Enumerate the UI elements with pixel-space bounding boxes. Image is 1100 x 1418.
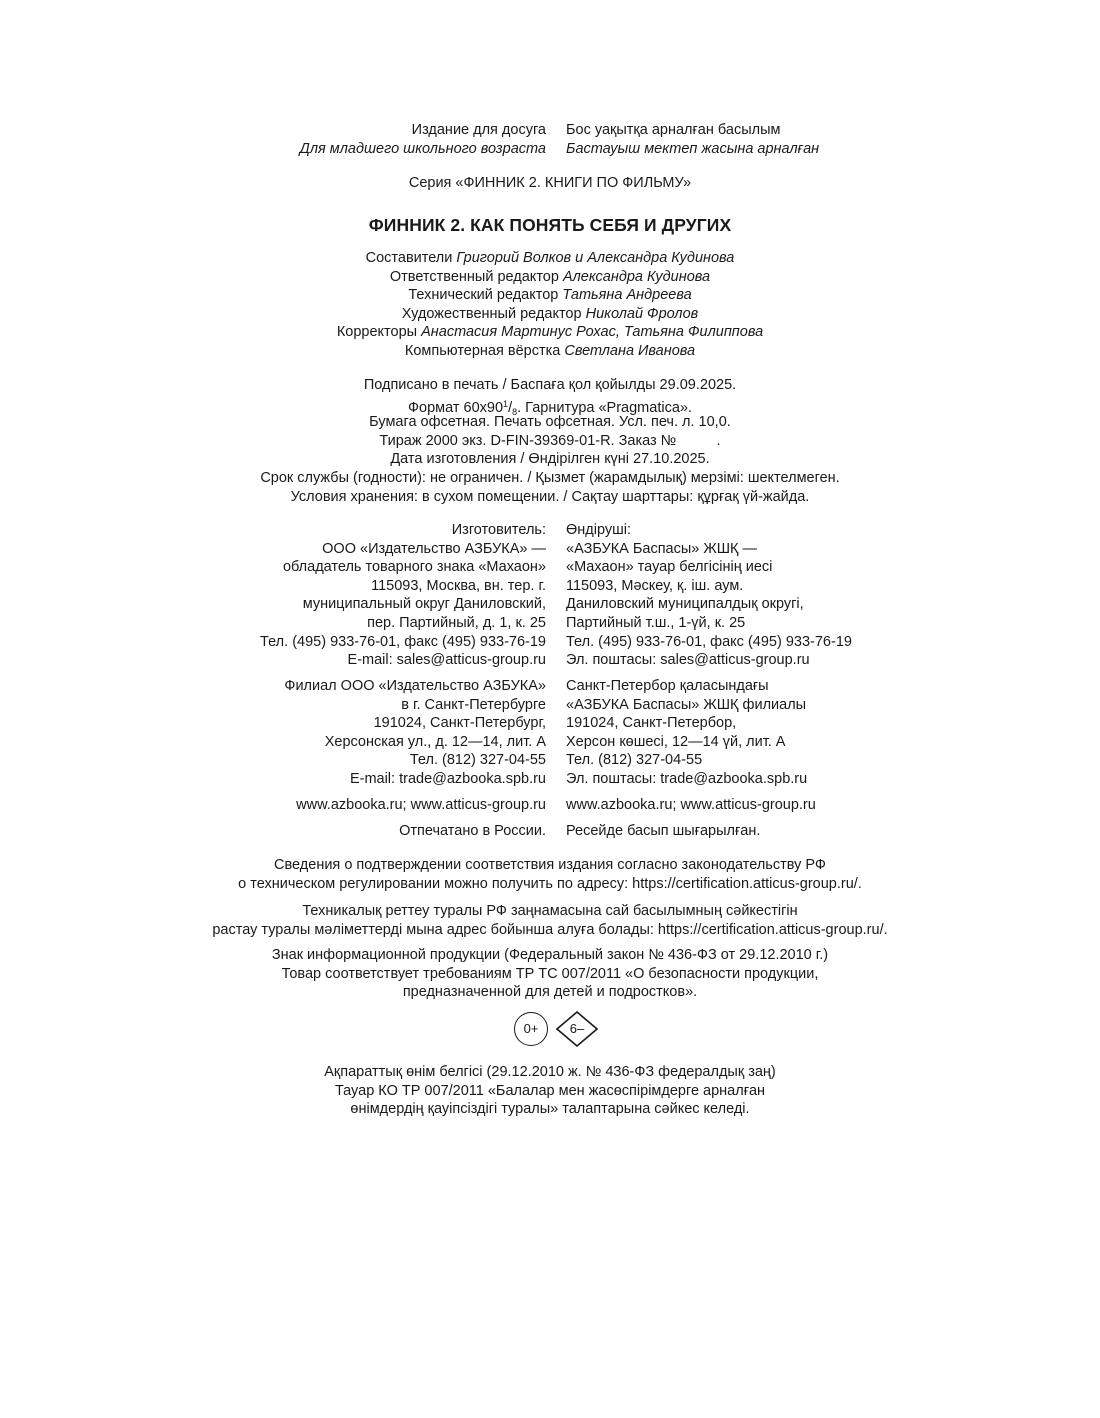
manufacturer-kz: Өндіруші: xyxy=(566,522,632,538)
branch-row xyxy=(0,677,1100,696)
branch-kz: Эл. поштасы: trade@azbooka.spb.ru xyxy=(566,770,808,787)
branch-ru: Филиал ООО «Издательство АЗБУКА» xyxy=(284,678,546,694)
branch-ru: E-mail: trade@azbooka.spb.ru xyxy=(349,770,546,787)
branch-row xyxy=(0,751,1100,770)
certification-kz-line: растау туралы мәліметтерді мына адрес бойынша алуға болады: https://certification.atticus-group.ru/. xyxy=(212,921,888,938)
manufacturer-row xyxy=(0,558,1100,577)
printed-in-block xyxy=(0,822,1100,841)
manufacturer-ru: муниципальный округ Даниловский, xyxy=(302,596,546,613)
manufacturer-ru: Изготовитель: xyxy=(451,522,546,538)
manufacturer-kz: Партийный т.ш., 1-үй, к. 25 xyxy=(566,614,746,631)
manufacturer-ru: 115093, Москва, вн. тер. г. xyxy=(371,577,546,594)
info-sign-kz-line: Тауар КО ТР 007/2011 «Балалар мен жасөспірімдерге арналған xyxy=(334,1082,766,1099)
manufacturer-row xyxy=(0,633,1100,652)
credit-line xyxy=(0,249,1100,268)
credit-role: Ответственный редактор xyxy=(389,268,563,285)
manufacturer-ru: пер. Партийный, д. 1, к. 25 xyxy=(367,614,546,631)
signed-line: Подписано в печать / Баспаға қол қойылды 29.09.2025. xyxy=(363,377,737,393)
websites-ru[interactable]: www.azbooka.ru; www.atticus-group.ru xyxy=(296,797,546,813)
credit-line xyxy=(0,323,1100,342)
manufacturer-ru: E-mail: sales@atticus-group.ru xyxy=(347,652,546,669)
shelf-life-line: Срок службы (годности): не ограничен. / Қызмет (жарамдылық) мерзімі: шектелмеген. xyxy=(260,469,840,486)
websites-row xyxy=(0,796,1100,815)
info-sign-ru-line: Знак информационной продукции (Федеральный закон № 436-ФЗ от 29.12.2010 г.) xyxy=(271,947,829,963)
credit-name: Григорий Волков и Александра Кудинова xyxy=(456,250,735,266)
info-sign-ru-line: Товар соответствует требованиям ТР ТС 007/2011 «О безопасности продукции, xyxy=(281,965,819,982)
branch-row xyxy=(0,714,1100,733)
format-line: Формат $60x90^1/_8$. Гарнитура «Pragmatica». xyxy=(408,398,692,417)
manufacturer-block xyxy=(0,521,1100,670)
info-sign-ru-block xyxy=(0,946,1100,1002)
branch-kz: «АЗБУКА Баспасы» ЖШҚ филиалы xyxy=(566,696,807,713)
format-numerator: 1 xyxy=(503,398,509,409)
manufacturer-kz: Даниловский муниципалдық округі, xyxy=(566,596,804,613)
credit-line xyxy=(0,268,1100,287)
manufacturer-kz: «АЗБУКА Баспасы» ЖШҚ — xyxy=(566,540,758,557)
credit-line xyxy=(0,305,1100,324)
info-sign-ru-line: предназначенной для детей и подростков». xyxy=(402,984,698,1001)
credit-role: Компьютерная вёрстка xyxy=(404,342,565,359)
branch-row xyxy=(0,770,1100,789)
branch-ru: Тел. (812) 327-04-55 xyxy=(409,752,546,769)
printed-in-ru: Отпечатано в России. xyxy=(399,823,546,839)
manufacturer-kz: Тел. (495) 933-76-01, факс (495) 933-76-19 xyxy=(566,633,852,650)
series-line: Серия «ФИННИК 2. КНИГИ ПО ФИЛЬМУ» xyxy=(408,175,692,191)
credit-line xyxy=(0,342,1100,361)
branch-row xyxy=(0,733,1100,752)
manufacturer-ru: обладатель товарного знака «Махаон» xyxy=(282,559,546,576)
storage-line: Условия хранения: в сухом помещении. / Сақтау шарттары: құрғақ үй-жайда. xyxy=(290,488,810,505)
age-0-plus-badge: 0+ xyxy=(514,1012,548,1046)
info-sign-kz-block xyxy=(0,1063,1100,1119)
branch-ru: Херсонская ул., д. 12—14, лит. А xyxy=(324,733,546,750)
info-sign-kz-line: өнімдердің қауіпсіздігі туралы» талаптарына сәйкес келеді. xyxy=(350,1101,750,1118)
paper-line: Бумага офсетная. Печать офсетная. Усл. печ. л. 10,0. xyxy=(369,414,731,431)
credit-role: Корректоры xyxy=(336,324,422,341)
info-sign-kz-line: Ақпараттық өнім белгісі (29.12.2010 ж. № 436-ФЗ федералдық заң) xyxy=(324,1064,776,1080)
age-6-minus-badge xyxy=(556,1011,598,1047)
manufacturer-row xyxy=(0,577,1100,596)
manufacturer-ru: Тел. (495) 933-76-01, факс (495) 933-76-19 xyxy=(260,633,546,650)
certification-ru-line: Сведения о подтверждении соответствия издания согласно законодательству РФ xyxy=(274,857,826,873)
printed-in-row xyxy=(0,822,1100,841)
credit-line xyxy=(0,286,1100,305)
branch-block xyxy=(0,677,1100,789)
manufacturer-row xyxy=(0,521,1100,540)
format-suffix: . Гарнитура «Pragmatica». xyxy=(517,399,692,416)
age-kz: Бастауыш мектеп жасына арналған xyxy=(566,140,820,157)
title-block xyxy=(0,214,1100,236)
age-ru: Для младшего школьного возраста xyxy=(299,140,546,157)
print-run-line: Тираж 2000 экз. D-FIN-39369-01-R. Заказ № . xyxy=(379,432,721,449)
branch-ru: в г. Санкт-Петербурге xyxy=(401,696,546,713)
websites-kz[interactable]: www.azbooka.ru; www.atticus-group.ru xyxy=(566,797,816,813)
credit-role: Составители xyxy=(365,250,457,266)
manufacturer-row xyxy=(0,651,1100,670)
branch-kz: Херсон көшесі, 12—14 үй, лит. А xyxy=(566,733,786,750)
branch-kz: 191024, Санкт-Петербор, xyxy=(566,715,737,732)
manufacturer-row xyxy=(0,614,1100,633)
credit-name: Александра Кудинова xyxy=(562,268,711,285)
credit-name: Анастасия Мартинус Рохас, Татьяна Филиппова xyxy=(421,324,764,341)
manufacturer-kz: 115093, Мәскеу, қ. іш. аум. xyxy=(566,577,744,594)
manufacture-date-line: Дата изготовления / Өндірілген күні 27.10.2025. xyxy=(390,451,710,468)
manufacturer-row xyxy=(0,595,1100,614)
websites-block xyxy=(0,796,1100,815)
manufacturer-kz: Эл. поштасы: sales@atticus-group.ru xyxy=(566,652,810,669)
credits-block xyxy=(0,249,1100,361)
manufacturer-ru: ООО «Издательство АЗБУКА» — xyxy=(322,540,546,557)
branch-kz: Тел. (812) 327-04-55 xyxy=(566,752,703,769)
credit-name: Николай Фролов xyxy=(585,305,699,322)
certification-ru-block xyxy=(0,856,1100,893)
certification-kz-block xyxy=(0,902,1100,939)
branch-ru: 191024, Санкт-Петербург, xyxy=(373,715,546,732)
age-rating-badges xyxy=(512,1011,602,1049)
format-prefix: Формат 60x90 xyxy=(408,399,504,416)
credit-role: Художественный редактор xyxy=(401,305,586,322)
credit-name: Светлана Иванова xyxy=(564,342,696,359)
credit-name: Татьяна Андреева xyxy=(562,287,692,304)
audience-ru: Издание для досуга xyxy=(411,122,546,138)
imprint-block xyxy=(0,376,1100,506)
audience-block xyxy=(0,121,1100,158)
manufacturer-row xyxy=(0,540,1100,559)
credit-role: Технический редактор xyxy=(408,287,563,304)
branch-row xyxy=(0,696,1100,715)
audience-row xyxy=(0,121,1100,140)
series-block xyxy=(0,174,1100,193)
certification-kz-line: Техникалық реттеу туралы РФ заңнамасына сай басылымның сәйкестігін xyxy=(302,903,798,919)
age-row xyxy=(0,140,1100,159)
format-denominator: 8 xyxy=(512,406,518,417)
age-6-minus-label: 6– xyxy=(569,1021,585,1036)
certification-ru-line: о техническом регулировании можно получить по адресу: https://certification.atticus-group.ru/. xyxy=(238,875,862,892)
book-title: ФИННИК 2. КАК ПОНЯТЬ СЕБЯ И ДРУГИХ xyxy=(368,215,732,235)
audience-kz: Бос уақытқа арналған басылым xyxy=(566,122,781,138)
branch-kz: Санкт-Петербор қаласындағы xyxy=(566,678,769,694)
manufacturer-kz: «Махаон» тауар белгісінің иесі xyxy=(566,559,773,576)
printed-in-kz: Ресейде басып шығарылған. xyxy=(566,823,761,839)
